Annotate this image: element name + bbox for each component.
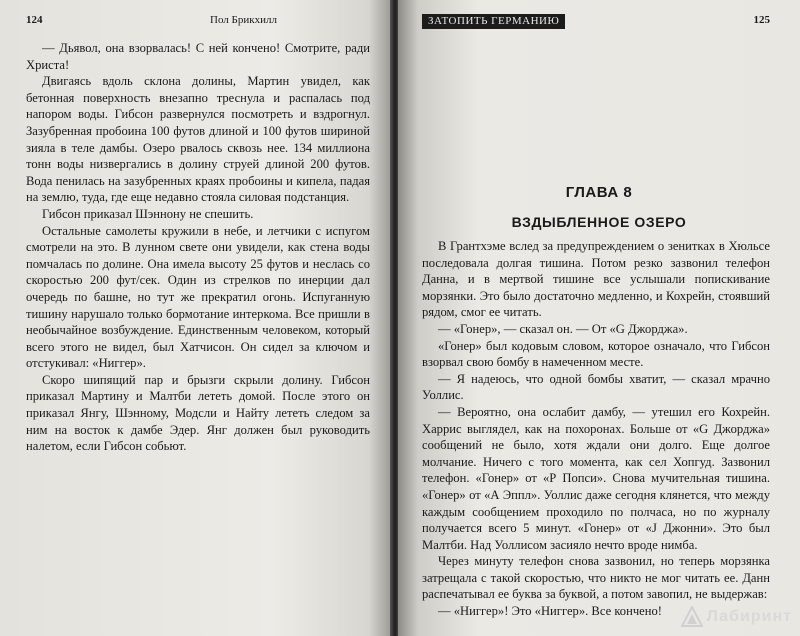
paragraph: Гибсон приказал Шэннону не спешить.	[42, 206, 254, 221]
watermark-text: Лабиринт	[706, 608, 792, 625]
right-running-head: ЗАТОПИТЬ ГЕРМАНИЮ	[422, 14, 565, 29]
paragraph: «Гонер» был кодовым словом, которое означало, что Гибсон взорвал свою бомбу в намеченном месте.	[422, 338, 770, 370]
paragraph: Двигаясь вдоль склона долины, Мартин увидел, как бетонная поверхность внезапно треснула и распалась под напором воды. Гибсон развернулся посмотреть и вздрогнул. Зазубренная пробоина 100 футов длиной и 100 футов шириной зияла в теле дамбы. Озеро рвалось сквозь нее. 134 миллиона тонн воды низвергались в долину струей длиной 200 футов. Вода пенилась на зазубренных краях пробоины и кипела, падая на землю, туда, где еще недавно стояла силовая подстанция.	[26, 74, 370, 205]
paragraph: — «Ниггер»! Это «Ниггер». Все кончено!	[438, 604, 662, 619]
paragraph: Скоро шипящий пар и брызги скрыли долину. Гибсон приказал Мартину и Малтби лететь домой. После этого он приказал Янгу, Шэнному, Модсли и Найту лететь следом за ним на восток к дамбе Эдер. Янг должен был руководить налетом, если Гибсон собьют.	[26, 372, 370, 454]
paragraph: — Вероятно, она ослабит дамбу, — утешил его Кохрейн. Харрис выглядел, как на похоронах. Больше от «G Джорджа» сообщений не было, хотя ждали они долго. Еще долгое молчание. Ничего с того момента, как сел Хопгуд. Зазвонил телефон. «Гонер» от «Р Попси». Снова мучительная тишина. «Гонер» от «А Эппл». Уоллис даже сегодня клянется, что между каждым сообщением проходило по полчаса, но по журналу получается всего 5 минут. «Гонер» от «J Джонни». Это был Малтби. Над Уоллисом засияло нечто вроде нимба.	[422, 404, 770, 552]
paragraph: — Дьявол, она взорвалась! С ней кончено! Смотрите, ради Христа!	[26, 41, 370, 72]
watermark	[681, 606, 792, 628]
left-page	[0, 0, 392, 636]
left-running-head: Пол Брикхилл	[210, 14, 277, 26]
paragraph: — Я надеюсь, что одной бомбы хватит, — сказал мрачно Уоллис.	[422, 371, 770, 403]
right-page-number: 125	[753, 14, 770, 26]
paragraph: В Грантхэме вслед за предупреждением о зенитках в Хюльсе последовала долгая тишина. Потом резко зазвонил телефон Данна, и в мертвой тишине все услышали попискивание морзянки. Это было достаточно медленно, и Кохрейн, стоявший рядом, смог ее читать.	[422, 239, 770, 320]
labirint-logo-icon	[681, 606, 703, 628]
right-page-body	[422, 238, 770, 620]
chapter-title: ВЗДЫБЛЕННОЕ ОЗЕРО	[511, 214, 687, 230]
paragraph: Остальные самолеты кружили в небе, и летчики с испугом смотрели на это. В лунном свете они увидели, как стена воды помчалась по долине. Она имела высоту 25 футов и неслась со скоростью 200 фут/сек. Один из стрелков по инерции дал очередь по башне, но тут же прекратил огонь. Испуганную тишину нарушало только бормотание интеркома. Все пришли в необычайное возбуждение. Единственным человеком, который всего этого не видел, был Хатчисон. Он сидел за ключом и отстукивал: «Ниггер».	[26, 223, 370, 371]
left-page-number: 124	[26, 14, 43, 26]
right-page	[398, 0, 800, 636]
chapter-number: ГЛАВА 8	[565, 184, 633, 201]
paragraph: Через минуту телефон снова зазвонил, но теперь морзянка затрещала с такой скоростью, что никто не мог читать ее. Данн распечатывал ее буква за буквой, а потом завопил, не выдержав:	[422, 554, 770, 602]
left-page-body	[26, 40, 370, 455]
paragraph: — «Гонер», — сказал он. — От «G Джорджа».	[438, 321, 688, 336]
